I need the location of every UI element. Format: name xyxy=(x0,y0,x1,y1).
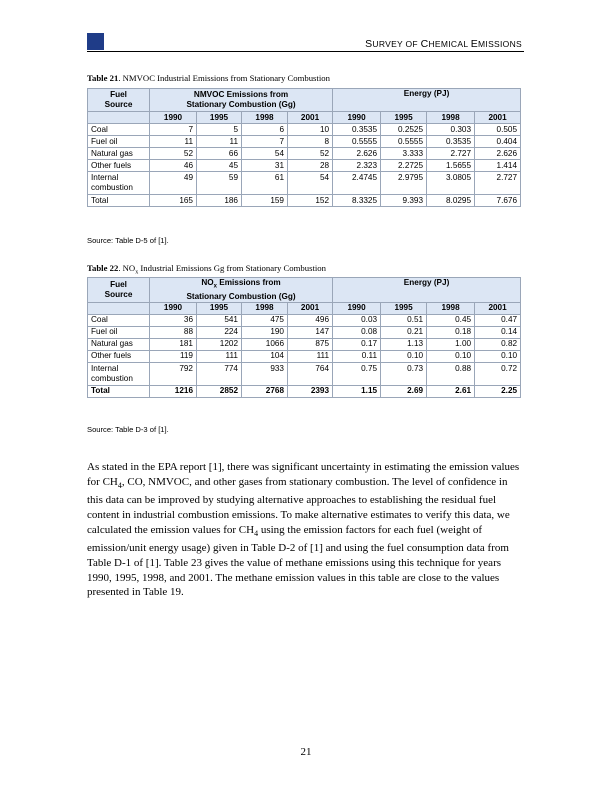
table21-group1-line1: NMVOC Emissions from xyxy=(193,90,289,99)
table-cell: 3.333 xyxy=(381,148,427,160)
table-cell: 5 xyxy=(197,124,242,136)
table-cell: 1.414 xyxy=(475,160,521,172)
table-cell: 8.0295 xyxy=(427,195,475,207)
row-label: Coal xyxy=(88,124,150,136)
year-header: 2001 xyxy=(475,302,521,314)
table-cell: 933 xyxy=(242,362,288,385)
body-paragraph xyxy=(87,460,523,600)
table-cell: 0.75 xyxy=(333,362,381,385)
table-cell: 186 xyxy=(197,195,242,207)
table-cell: 190 xyxy=(242,326,288,338)
row-label: Fuel oil xyxy=(88,326,150,338)
table-cell: 3.0805 xyxy=(427,172,475,195)
table-cell: 0.03 xyxy=(333,314,381,326)
header-title-part: HEMICAL xyxy=(428,39,471,49)
row-label: Other fuels xyxy=(88,160,150,172)
table-cell: 0.3535 xyxy=(333,124,381,136)
table-row xyxy=(88,136,521,148)
table-cell: 54 xyxy=(288,172,333,195)
year-header: 2001 xyxy=(288,302,333,314)
table22-caption-label: Table 22 xyxy=(87,263,119,273)
table-cell: 2.9795 xyxy=(381,172,427,195)
table22-group1-line2: Stationary Combustion (Gg) xyxy=(186,291,296,301)
table22-caption-sub: x xyxy=(135,269,139,276)
table-cell: 181 xyxy=(150,338,197,350)
table-row xyxy=(88,314,521,326)
table-cell: 0.72 xyxy=(475,362,521,385)
table22-caption xyxy=(87,263,326,276)
table-row xyxy=(88,160,521,172)
table-cell: 49 xyxy=(150,172,197,195)
table22-group1-sub: x xyxy=(213,283,217,290)
table-cell: 0.45 xyxy=(427,314,475,326)
year-header: 1998 xyxy=(242,302,288,314)
table22-fuel-source-header xyxy=(88,278,150,303)
table-cell: 2393 xyxy=(288,385,333,397)
table-cell: 764 xyxy=(288,362,333,385)
year-header: 2001 xyxy=(288,112,333,124)
table-cell: 0.505 xyxy=(475,124,521,136)
table21-group2-header: Energy (PJ) xyxy=(333,89,521,112)
table-cell: 875 xyxy=(288,338,333,350)
year-header: 1998 xyxy=(427,112,475,124)
table-cell: 0.08 xyxy=(333,326,381,338)
table-cell: 61 xyxy=(242,172,288,195)
table-cell: 0.2525 xyxy=(381,124,427,136)
year-header: 1990 xyxy=(333,112,381,124)
paragraph-text: , CO, NMVOC, and other gases from stationary combustion. The level of confidence in this data can be improved by studying alternative approaches to establishing the residual fuel content in industrial combustion emissions. To make alternative estimates to verify this data, we calculated the emission values for CH xyxy=(87,475,510,536)
year-header: 1995 xyxy=(197,112,242,124)
table-cell: 11 xyxy=(197,136,242,148)
table-cell: 0.10 xyxy=(381,350,427,362)
row-label: Total xyxy=(88,385,150,397)
table-cell: 2.69 xyxy=(381,385,427,397)
table-cell: 541 xyxy=(197,314,242,326)
table-cell: 1.00 xyxy=(427,338,475,350)
running-header xyxy=(365,38,522,50)
table-row xyxy=(88,362,521,385)
header-title-part: E xyxy=(470,38,479,50)
table-cell: 111 xyxy=(288,350,333,362)
table-cell: 28 xyxy=(288,160,333,172)
header-title-part: URVEY OF xyxy=(372,39,421,49)
table21-caption xyxy=(87,73,330,83)
table-cell: 0.47 xyxy=(475,314,521,326)
table-row xyxy=(88,385,521,397)
table-cell: 0.88 xyxy=(427,362,475,385)
table22 xyxy=(87,277,521,398)
table22-group2-header: Energy (PJ) xyxy=(333,278,521,303)
row-label: Natural gas xyxy=(88,148,150,160)
row-label: Internal combustion xyxy=(88,362,150,385)
paragraph-subscript: 4 xyxy=(254,528,259,538)
table22-group1-post: Emissions from xyxy=(216,278,281,287)
table-cell: 496 xyxy=(288,314,333,326)
table-cell: 0.3535 xyxy=(427,136,475,148)
table-cell: 1.13 xyxy=(381,338,427,350)
row-label: Internal combustion xyxy=(88,172,150,195)
table-cell: 0.51 xyxy=(381,314,427,326)
year-header: 1995 xyxy=(381,302,427,314)
table-cell: 36 xyxy=(150,314,197,326)
table-cell: 9.393 xyxy=(381,195,427,207)
table-cell: 1202 xyxy=(197,338,242,350)
table-cell: 159 xyxy=(242,195,288,207)
table-row xyxy=(88,350,521,362)
table-cell: 2.4745 xyxy=(333,172,381,195)
table-cell: 52 xyxy=(150,148,197,160)
table22-year-row xyxy=(88,302,521,314)
table-cell: 2.626 xyxy=(475,148,521,160)
table-cell: 66 xyxy=(197,148,242,160)
table-cell: 46 xyxy=(150,160,197,172)
table-cell: 54 xyxy=(242,148,288,160)
year-header: 1998 xyxy=(242,112,288,124)
year-header: 2001 xyxy=(475,112,521,124)
table-cell: 0.10 xyxy=(427,350,475,362)
table-cell: 2.323 xyxy=(333,160,381,172)
table-cell: 2852 xyxy=(197,385,242,397)
table-cell: 2.25 xyxy=(475,385,521,397)
paragraph-text: As stated in the EPA report [1], there was significant uncertainty in estimating the emission values for CH xyxy=(87,461,520,488)
table21-caption-label: Table 21 xyxy=(87,73,119,83)
table-cell: 224 xyxy=(197,326,242,338)
table-cell: 111 xyxy=(197,350,242,362)
header-rule xyxy=(87,51,524,52)
table-cell: 1.5655 xyxy=(427,160,475,172)
table-cell: 8 xyxy=(288,136,333,148)
year-header: 1998 xyxy=(427,302,475,314)
row-label: Other fuels xyxy=(88,350,150,362)
row-label: Natural gas xyxy=(88,338,150,350)
table-cell: 1066 xyxy=(242,338,288,350)
table-cell: 792 xyxy=(150,362,197,385)
table21-group1-line2: Stationary Combustion (Gg) xyxy=(186,100,296,109)
table-cell: 2.2725 xyxy=(381,160,427,172)
year-header: 1990 xyxy=(150,302,197,314)
table21 xyxy=(87,88,521,207)
table-row xyxy=(88,195,521,207)
table-cell: 7 xyxy=(242,136,288,148)
table-cell: 0.10 xyxy=(475,350,521,362)
table-row xyxy=(88,326,521,338)
table-row xyxy=(88,148,521,160)
table22-head-fuel: Fuel xyxy=(110,279,127,289)
table-cell: 2.61 xyxy=(427,385,475,397)
header-title-part: S xyxy=(365,38,373,50)
table-cell: 0.303 xyxy=(427,124,475,136)
table-row xyxy=(88,124,521,136)
table-cell: 11 xyxy=(150,136,197,148)
table-cell: 2768 xyxy=(242,385,288,397)
table21-fuel-source-header xyxy=(88,89,150,112)
header-title-part: C xyxy=(420,38,429,50)
table-cell: 52 xyxy=(288,148,333,160)
table-cell: 0.21 xyxy=(381,326,427,338)
year-header: 1990 xyxy=(150,112,197,124)
row-label: Fuel oil xyxy=(88,136,150,148)
table-row xyxy=(88,338,521,350)
table-cell: 1216 xyxy=(150,385,197,397)
table-cell: 0.73 xyxy=(381,362,427,385)
table-cell: 88 xyxy=(150,326,197,338)
year-header: 1990 xyxy=(333,302,381,314)
table21-head-source: Source xyxy=(104,100,133,109)
table-cell: 0.18 xyxy=(427,326,475,338)
table21-head-fuel: Fuel xyxy=(110,90,127,99)
table-cell: 45 xyxy=(197,160,242,172)
page-number: 21 xyxy=(300,746,312,758)
table-cell: 7.676 xyxy=(475,195,521,207)
table-cell: 6 xyxy=(242,124,288,136)
table-cell: 0.5555 xyxy=(381,136,427,148)
table-cell: 0.17 xyxy=(333,338,381,350)
year-header: 1995 xyxy=(197,302,242,314)
table22-head-source: Source xyxy=(104,289,133,299)
table-cell: 104 xyxy=(242,350,288,362)
table-cell: 2.727 xyxy=(475,172,521,195)
table-cell: 0.82 xyxy=(475,338,521,350)
table-cell: 8.3325 xyxy=(333,195,381,207)
table21-year-row xyxy=(88,112,521,124)
table-cell: 7 xyxy=(150,124,197,136)
table-cell: 59 xyxy=(197,172,242,195)
table22-group1-pre: NO xyxy=(201,278,214,287)
table21-caption-text: . NMVOC Industrial Emissions from Stationary Combustion xyxy=(118,73,330,83)
table22-caption-pre: . NO xyxy=(118,263,136,273)
row-label: Total xyxy=(88,195,150,207)
table21-group1-header xyxy=(150,89,333,112)
table-cell: 0.11 xyxy=(333,350,381,362)
paragraph-text: using the emission factors for each fuel (weight of emission/unit energy usage) given in Table D-2 of [1] and using the fuel consumption data from Table D-1 of [1]. Table 23 gives the value of methane emissions using this technique for years 1990, 1995, 1998, and 2001. The methane emission values in this table are close to the values presented in Table 19. xyxy=(87,523,509,599)
table-cell: 10 xyxy=(288,124,333,136)
table-cell: 152 xyxy=(288,195,333,207)
table22-caption-post: Industrial Emissions Gg from Stationary Combustion xyxy=(138,263,326,273)
table22-group1-header xyxy=(150,278,333,303)
paragraph-subscript: 4 xyxy=(117,480,122,490)
table-cell: 2.626 xyxy=(333,148,381,160)
row-label: Coal xyxy=(88,314,150,326)
table-cell: 147 xyxy=(288,326,333,338)
table-cell: 774 xyxy=(197,362,242,385)
table-cell: 0.5555 xyxy=(333,136,381,148)
header-logo-square xyxy=(87,33,104,50)
year-header: 1995 xyxy=(381,112,427,124)
header-title-part: MISSIONS xyxy=(478,39,522,49)
table-row xyxy=(88,172,521,195)
table-cell: 0.404 xyxy=(475,136,521,148)
table-cell: 165 xyxy=(150,195,197,207)
table21-source: Source: Table D-5 of [1]. xyxy=(87,236,169,245)
table-cell: 0.14 xyxy=(475,326,521,338)
table-cell: 475 xyxy=(242,314,288,326)
table-cell: 2.727 xyxy=(427,148,475,160)
table-cell: 1.15 xyxy=(333,385,381,397)
table-cell: 119 xyxy=(150,350,197,362)
table22-source: Source: Table D-3 of [1]. xyxy=(87,425,169,434)
table-cell: 31 xyxy=(242,160,288,172)
